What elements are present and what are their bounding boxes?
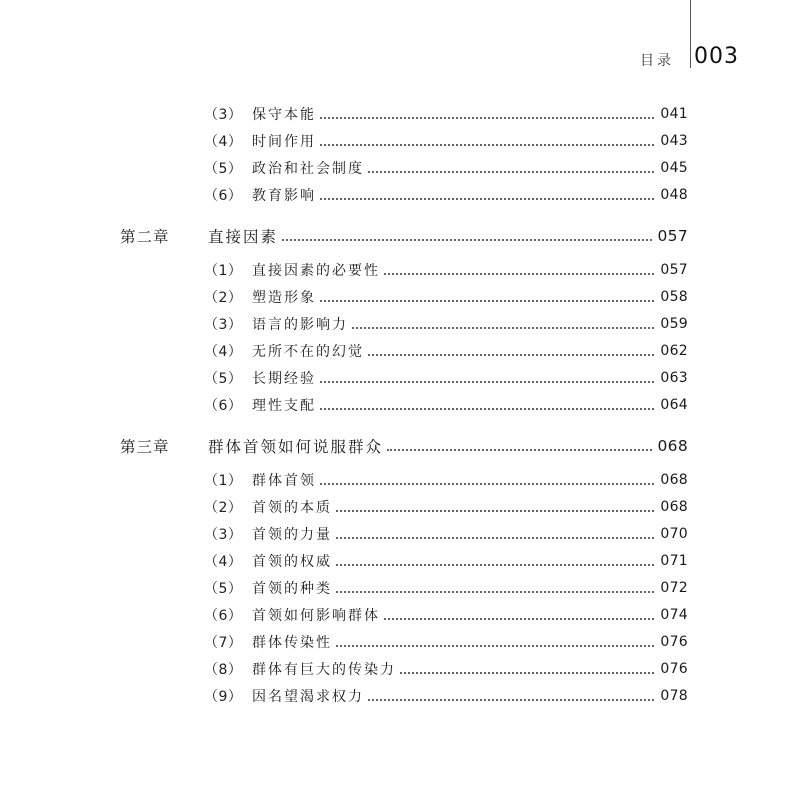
entry-page-number: 072 <box>660 580 688 596</box>
dot-leader <box>368 698 654 701</box>
entry-page-number: 071 <box>660 553 688 569</box>
entry-title: 首领的本质 <box>252 500 332 516</box>
entry-number: （5） <box>204 371 243 387</box>
toc-entry <box>204 523 688 545</box>
toc-entry <box>204 577 688 599</box>
entry-title: 群体传染性 <box>252 635 332 651</box>
toc-entry <box>204 157 688 179</box>
chapter-label: 第三章 <box>120 438 170 456</box>
entry-number: （7） <box>204 635 243 651</box>
entry-number: （5） <box>204 581 243 597</box>
entry-title: 教育影响 <box>252 188 316 204</box>
entry-page-number: 058 <box>660 289 688 305</box>
entry-title: 首领的力量 <box>252 527 332 543</box>
entry-page-number: 076 <box>660 634 688 650</box>
toc-entry <box>204 685 688 707</box>
entry-number: （1） <box>204 263 243 279</box>
toc-entry <box>204 631 688 653</box>
toc-entry <box>204 496 688 518</box>
dot-leader <box>336 590 654 593</box>
entry-title: 群体有巨大的传染力 <box>252 662 396 678</box>
entry-number: （4） <box>204 554 243 570</box>
entry-page-number: 063 <box>660 370 688 386</box>
dot-leader <box>384 617 654 620</box>
header-divider <box>690 0 691 68</box>
dot-leader <box>320 482 654 485</box>
entry-title: 首领如何影响群体 <box>252 608 380 624</box>
toc-entry <box>204 286 688 308</box>
entry-number: （6） <box>204 608 243 624</box>
toc-entry <box>204 394 688 416</box>
entry-title: 首领的权威 <box>252 554 332 570</box>
toc-entry <box>204 103 688 125</box>
entry-number: （6） <box>204 398 243 414</box>
dot-leader <box>282 238 651 241</box>
toc-entry <box>204 604 688 626</box>
toc-entry <box>204 313 688 335</box>
toc-chapter-entry <box>120 225 688 247</box>
entry-number: （4） <box>204 344 243 360</box>
entry-number: （6） <box>204 188 243 204</box>
entry-number: （3） <box>204 317 243 333</box>
dot-leader <box>384 272 654 275</box>
entry-page-number: 043 <box>660 133 688 149</box>
chapter-label: 第二章 <box>120 228 170 246</box>
entry-page-number: 041 <box>660 106 688 122</box>
entry-page-number: 078 <box>660 688 688 704</box>
entry-title: 时间作用 <box>252 134 316 150</box>
toc-entry <box>204 184 688 206</box>
entry-page-number: 068 <box>660 499 688 515</box>
toc-entry <box>204 658 688 680</box>
toc-chapter-entry <box>120 435 688 457</box>
dot-leader <box>320 407 654 410</box>
entry-page-number: 057 <box>657 227 688 245</box>
entry-title: 无所不在的幻觉 <box>252 344 364 360</box>
dot-leader <box>320 380 654 383</box>
dot-leader <box>320 143 654 146</box>
dot-leader <box>400 671 654 674</box>
entry-page-number: 045 <box>660 160 688 176</box>
entry-number: （3） <box>204 527 243 543</box>
dot-leader <box>352 326 654 329</box>
dot-leader <box>320 197 654 200</box>
entry-page-number: 074 <box>660 607 688 623</box>
entry-number: （1） <box>204 473 243 489</box>
entry-title: 保守本能 <box>252 107 316 123</box>
entry-number: （2） <box>204 500 243 516</box>
entry-title: 群体首领 <box>252 473 316 489</box>
entry-number: （8） <box>204 662 243 678</box>
entry-title: 群体首领如何说服群众 <box>208 438 384 456</box>
dot-leader <box>368 170 654 173</box>
entry-page-number: 070 <box>660 526 688 542</box>
entry-page-number: 068 <box>657 437 688 455</box>
dot-leader <box>336 509 654 512</box>
toc-entry <box>204 259 688 281</box>
entry-page-number: 062 <box>660 343 688 359</box>
toc-entry <box>204 340 688 362</box>
toc-entry <box>204 130 688 152</box>
entry-page-number: 068 <box>660 472 688 488</box>
toc-entry <box>204 469 688 491</box>
dot-leader <box>368 353 654 356</box>
entry-title: 因名望渴求权力 <box>252 689 364 705</box>
toc-entry <box>204 367 688 389</box>
entry-title: 理性支配 <box>252 398 316 414</box>
entry-number: （4） <box>204 134 243 150</box>
entry-title: 塑造形象 <box>252 290 316 306</box>
entry-title: 政治和社会制度 <box>252 161 364 177</box>
entry-page-number: 076 <box>660 661 688 677</box>
entry-title: 长期经验 <box>252 371 316 387</box>
entry-page-number: 064 <box>660 397 688 413</box>
dot-leader <box>336 563 654 566</box>
entry-title: 语言的影响力 <box>252 317 348 333</box>
dot-leader <box>320 116 654 119</box>
running-header-label: 目录 <box>640 53 674 69</box>
dot-leader <box>320 299 654 302</box>
toc-entry <box>204 550 688 572</box>
entry-title: 直接因素的必要性 <box>252 263 380 279</box>
entry-page-number: 057 <box>660 262 688 278</box>
entry-number: （5） <box>204 161 243 177</box>
dot-leader <box>336 536 654 539</box>
entry-number: （9） <box>204 689 243 705</box>
entry-number: （3） <box>204 107 243 123</box>
page-number: 003 <box>694 44 739 69</box>
dot-leader <box>336 644 654 647</box>
entry-title: 直接因素 <box>208 228 279 246</box>
entry-page-number: 048 <box>660 187 688 203</box>
dot-leader <box>387 448 651 451</box>
entry-number: （2） <box>204 290 243 306</box>
entry-title: 首领的种类 <box>252 581 332 597</box>
entry-page-number: 059 <box>660 316 688 332</box>
